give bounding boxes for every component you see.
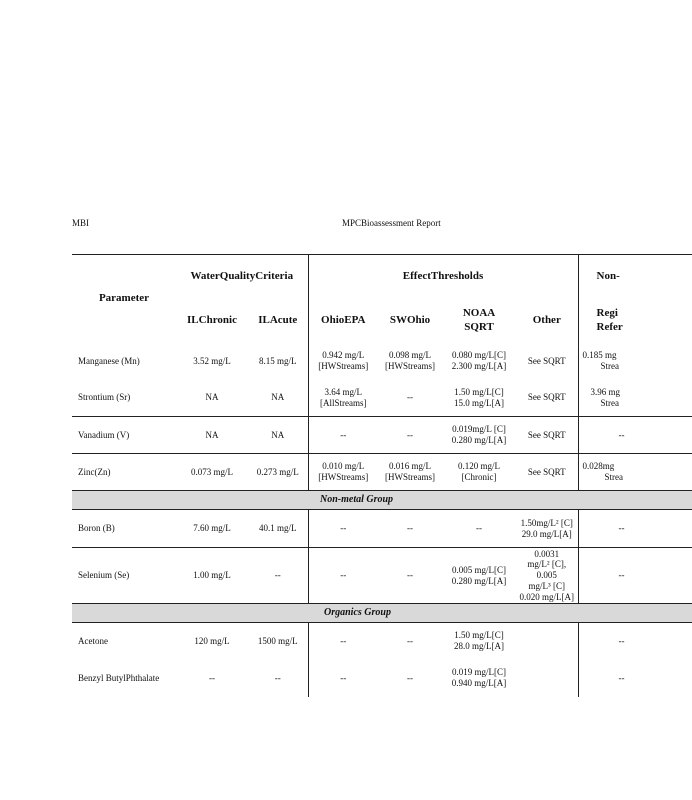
col-header-parameter: Parameter (72, 255, 176, 343)
col-header-other: Other (516, 299, 578, 343)
col-header-il-chronic: ILChronic (187, 313, 237, 326)
other-cell: See SQRT (516, 380, 578, 417)
parameter-cell: Vanadium (V) (72, 417, 176, 454)
other-cell (516, 623, 578, 660)
ohio-epa-cell: 0.010 mg/L [HWStreams] (308, 454, 378, 491)
col-header-non-group: Non- (578, 255, 692, 299)
ohio-epa-cell: -- (340, 635, 347, 646)
regional-cell: 0.028mg Strea (578, 454, 692, 491)
il-acute-cell: 0.273 mg/L (248, 454, 308, 491)
other-cell: See SQRT (516, 417, 578, 454)
regional-cell: 3.96 mg Strea (590, 386, 621, 408)
parameter-cell: Selenium (Se) (72, 548, 176, 604)
page-header-title: MPCBioassessment Report (342, 218, 441, 228)
il-chronic-cell: NA (205, 392, 219, 403)
ohio-epa-cell: 0.942 mg/L [HWStreams] (318, 350, 369, 371)
page-header-org: MBI (72, 218, 90, 228)
table-row (72, 510, 692, 548)
effect-threshold-table (72, 254, 692, 697)
col-header-effect-thresholds: EffectThresholds (308, 255, 578, 299)
noaa-cell: -- (476, 523, 483, 534)
sw-ohio-cell: 0.016 mg/L [HWStreams] (378, 454, 442, 491)
table-row (72, 623, 692, 660)
table-row (72, 343, 692, 380)
il-chronic-cell: 0.073 mg/L (176, 454, 248, 491)
regional-cell: -- (578, 548, 692, 604)
il-chronic-cell: 7.60 mg/L (193, 523, 231, 534)
il-acute-cell: 8.15 mg/L (248, 343, 308, 380)
table-row (72, 380, 692, 417)
group-label-organics: Organics Group (72, 604, 692, 623)
other-cell (516, 660, 578, 697)
noaa-cell: 0.120 mg/L [Chronic] (442, 454, 516, 491)
il-chronic-cell: 120 mg/L (194, 635, 230, 646)
il-chronic-cell: 1.00 mg/L (176, 548, 248, 604)
il-chronic-cell: NA (176, 417, 248, 454)
table-row (72, 454, 692, 491)
noaa-cell: 0.005 mg/L[C] 0.280 mg/L[A] (442, 548, 516, 604)
il-acute-cell: -- (248, 548, 308, 604)
parameter-cell: Boron (B) (78, 523, 115, 534)
other-cell: 1.50mg/L² [C] 29.0 mg/L[A] (516, 510, 578, 548)
noaa-cell: 1.50 mg/L[C] 28.0 mg/L[A] (454, 630, 505, 652)
noaa-cell: 0.080 mg/L[C] 2.300 mg/L[A] (451, 350, 507, 371)
sw-ohio-cell: -- (407, 523, 414, 534)
sw-ohio-cell: -- (407, 392, 414, 403)
sw-ohio-cell: -- (407, 635, 414, 646)
sw-ohio-cell: 0.098 mg/L [HWStreams] (385, 350, 435, 371)
group-label-nonmetal: Non-metal Group (72, 491, 692, 510)
il-chronic-cell: -- (209, 672, 215, 683)
parameter-cell: Strontium (Sr) (78, 392, 131, 403)
ohio-epa-cell: 3.64 mg/L [AllStreams] (320, 386, 367, 408)
sw-ohio-cell: -- (378, 417, 442, 454)
col-header-noaa-sqrt: NOAA SQRT (462, 307, 496, 333)
table-row (72, 417, 692, 454)
il-acute-cell: 40.1 mg/L (248, 510, 308, 548)
sw-ohio-cell: -- (378, 548, 442, 604)
other-cell: See SQRT (516, 343, 578, 380)
il-chronic-cell: 3.52 mg/L (193, 355, 231, 366)
ohio-epa-cell: -- (308, 548, 378, 604)
regional-cell: -- (578, 417, 692, 454)
col-header-il-acute: ILAcute (248, 299, 308, 343)
group-header-row (72, 491, 692, 510)
parameter-cell: Zinc(Zn) (72, 454, 176, 491)
regional-cell: -- (618, 635, 625, 646)
parameter-cell: Acetone (78, 635, 108, 646)
table-row (72, 548, 692, 604)
noaa-cell: 0.019mg/L [C] 0.280 mg/L[A] (442, 417, 516, 454)
noaa-cell: 0.019 mg/L[C] 0.940 mg/L[A] (451, 667, 507, 688)
ohio-epa-cell: -- (308, 417, 378, 454)
parameter-cell: Benzyl ButylPhthalate (78, 672, 160, 683)
col-header-sw-ohio: SWOhio (389, 313, 431, 326)
col-header-regional-reference: Regi Refer (596, 307, 623, 333)
il-acute-cell: -- (248, 660, 308, 697)
other-cell: See SQRT (516, 454, 578, 491)
table-body (72, 343, 692, 697)
il-acute-cell: NA (248, 417, 308, 454)
other-cell: 0.0031 mg/L² [C], 0.005 mg/L³ [C] 0.020 mg/L[A] (516, 548, 578, 604)
parameter-cell: Manganese (Mn) (78, 355, 140, 366)
regional-cell: -- (618, 523, 625, 534)
regional-cell: -- (618, 672, 625, 683)
table-row (72, 660, 692, 697)
col-header-water-quality-criteria: WaterQualityCriteria (176, 255, 308, 299)
il-acute-cell: NA (248, 380, 308, 417)
col-header-ohio-epa: OhioEPA (321, 313, 366, 326)
ohio-epa-cell: -- (340, 672, 347, 683)
group-header-row (72, 604, 692, 623)
il-acute-cell: 1500 mg/L (248, 623, 308, 660)
noaa-cell: 1.50 mg/L[C] 15.0 mg/L[A] (454, 386, 505, 408)
ohio-epa-cell: -- (340, 523, 347, 534)
sw-ohio-cell: -- (407, 672, 414, 683)
effect-threshold-table-region (72, 254, 625, 694)
regional-cell: 0.185 mg Strea (582, 350, 620, 371)
